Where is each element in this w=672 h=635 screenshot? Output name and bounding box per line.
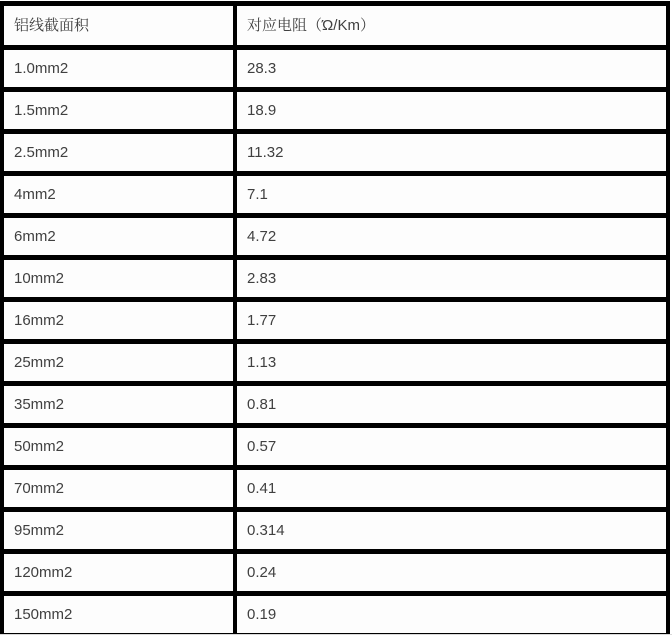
wire-area-cell: 35mm2 xyxy=(2,384,235,426)
wire-area-cell: 4mm2 xyxy=(2,174,235,216)
column-header-resistance: 对应电阻（Ώ/Km） xyxy=(235,4,668,48)
table-row xyxy=(2,384,668,426)
table-row xyxy=(2,132,668,174)
wire-area-cell: 16mm2 xyxy=(2,300,235,342)
resistance-cell: 0.41 xyxy=(235,468,668,510)
wire-area-cell: 120mm2 xyxy=(2,552,235,594)
wire-area-cell: 70mm2 xyxy=(2,468,235,510)
table-row xyxy=(2,258,668,300)
resistance-cell: 1.13 xyxy=(235,342,668,384)
table-row xyxy=(2,90,668,132)
column-header-wire-area: 铝线截面积 xyxy=(2,4,235,48)
table-row xyxy=(2,426,668,468)
wire-area-cell: 150mm2 xyxy=(2,594,235,635)
resistance-cell: 2.83 xyxy=(235,258,668,300)
resistance-cell: 0.19 xyxy=(235,594,668,635)
resistance-cell: 0.24 xyxy=(235,552,668,594)
table-row xyxy=(2,48,668,90)
table-row xyxy=(2,216,668,258)
table-row xyxy=(2,510,668,552)
wire-area-cell: 25mm2 xyxy=(2,342,235,384)
table-row xyxy=(2,300,668,342)
wire-area-cell: 95mm2 xyxy=(2,510,235,552)
resistance-cell: 0.314 xyxy=(235,510,668,552)
table-row xyxy=(2,468,668,510)
wire-area-cell: 2.5mm2 xyxy=(2,132,235,174)
resistance-cell: 28.3 xyxy=(235,48,668,90)
resistance-cell: 0.81 xyxy=(235,384,668,426)
table-row xyxy=(2,174,668,216)
aluminum-wire-resistance-table xyxy=(0,1,670,635)
wire-area-cell: 10mm2 xyxy=(2,258,235,300)
wire-area-cell: 6mm2 xyxy=(2,216,235,258)
resistance-cell: 7.1 xyxy=(235,174,668,216)
resistance-cell: 18.9 xyxy=(235,90,668,132)
wire-area-cell: 1.5mm2 xyxy=(2,90,235,132)
table-row xyxy=(2,594,668,635)
resistance-cell: 1.77 xyxy=(235,300,668,342)
wire-area-cell: 1.0mm2 xyxy=(2,48,235,90)
resistance-cell: 11.32 xyxy=(235,132,668,174)
table-row xyxy=(2,342,668,384)
resistance-cell: 4.72 xyxy=(235,216,668,258)
resistance-cell: 0.57 xyxy=(235,426,668,468)
table-header-row xyxy=(2,4,668,48)
wire-area-cell: 50mm2 xyxy=(2,426,235,468)
table-row xyxy=(2,552,668,594)
